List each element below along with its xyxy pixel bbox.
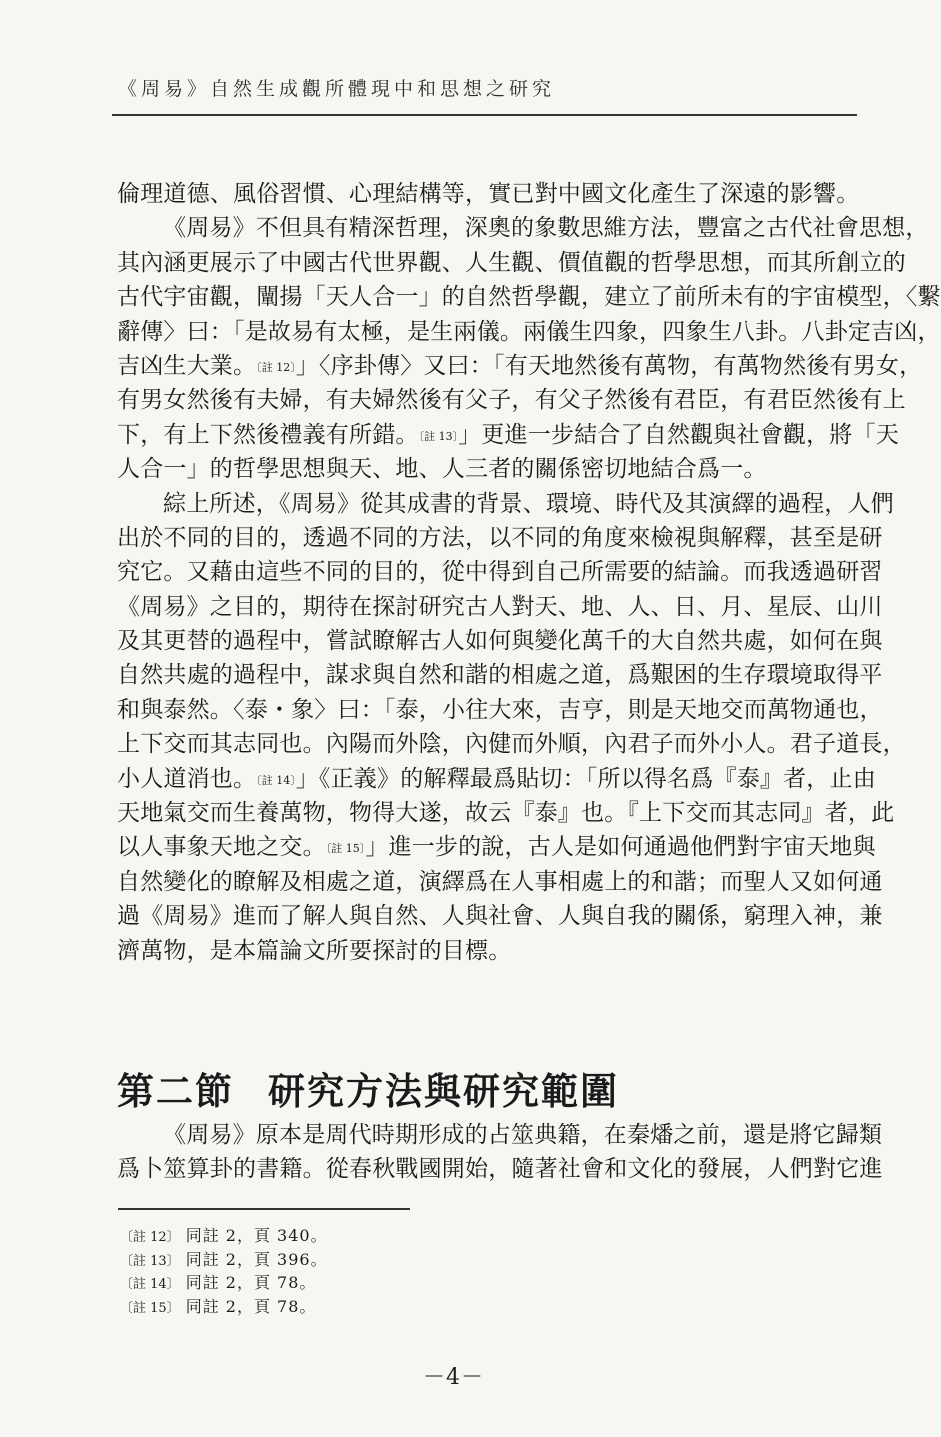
text-line: 濟萬物，是本篇論文所要探討的目標。 (117, 937, 512, 964)
text-line: 辭傳〉曰：「是故易有太極，是生兩儀。兩儀生四象，四象生八卦。八卦定吉凶， (117, 318, 941, 345)
section-heading (117, 1061, 619, 1115)
text-line (117, 418, 899, 452)
text-span: 吉凶生大業。 (117, 352, 257, 379)
footnote-label: 〔註 12〕 (120, 1230, 180, 1245)
text-line (117, 349, 923, 383)
footnotes (120, 1224, 328, 1318)
text-line (117, 762, 876, 796)
footnote-text: 同註 2，頁 78。 (185, 1273, 317, 1292)
running-header-title: 《周易》自然生成觀所體現中和思想之研究 (118, 78, 556, 100)
text-line: 自然共處的過程中，謀求與自然和諧的相處之道，爲艱困的生存環境取得平 (117, 662, 883, 689)
header-rule (112, 114, 857, 116)
footnote-reference: 〔註 13〕 (418, 429, 459, 443)
section-number: 第二節 (117, 1069, 234, 1113)
text-span: 以人事象天地之交。 (117, 834, 326, 861)
text-line: 古代宇宙觀，闡揚「天人合一」的自然哲學觀，建立了前所未有的宇宙模型，〈繫 (117, 284, 941, 311)
footnote-text: 同註 2，頁 396。 (185, 1249, 328, 1269)
page-number: －4－ (423, 1365, 484, 1390)
section-body-text (117, 1118, 883, 1187)
text-span: 」《正義》的解釋最爲貼切：「所以得名爲『泰』者，止由 (295, 765, 876, 792)
footnote (120, 1248, 328, 1272)
text-span: 」〈序卦傳〉又曰：「有天地然後有萬物，有萬物然後有男女， (295, 352, 923, 379)
text-line: 《周易》原本是周代時期形成的占筮典籍，在秦燔之前，還是將它歸類 (163, 1122, 883, 1148)
body-text (117, 177, 941, 968)
text-span: 小人道消也。 (117, 765, 257, 792)
footnote-rule (118, 1208, 410, 1210)
text-span: 下，有上下然後禮義有所錯。 (117, 421, 419, 448)
text-line: 倫理道德、風俗習慣、心理結構等，實已對中國文化產生了深遠的影響。 (117, 181, 860, 207)
text-span: 」進一步的說，古人是如何通過他們對宇宙天地與 (365, 834, 876, 861)
text-line: 自然變化的瞭解及相處之道，演繹爲在人事相處上的和諧；而聖人又如何通 (117, 868, 883, 895)
footnote-label: 〔註 13〕 (120, 1253, 180, 1269)
text-line: 及其更替的過程中，嘗試瞭解古人如何與變化萬千的大自然共處，如何在與 (117, 628, 883, 655)
footnote-text: 同註 2，頁 78。 (185, 1296, 317, 1316)
text-line: 《周易》之目的，期待在探討研究古人對天、地、人、日、月、星辰、山川 (117, 593, 883, 620)
footnote-text: 同註 2，頁 340。 (185, 1226, 328, 1245)
text-line (117, 830, 876, 864)
text-line: 天地氣交而生養萬物，物得大遂，故云『泰』也。『上下交而其志同』者，此 (117, 800, 895, 827)
footnote-reference: 〔註 14〕 (256, 773, 296, 787)
section-title: 研究方法與研究範圍 (268, 1069, 619, 1113)
text-line: 上下交而其志同也。內陽而外陰，內健而外順，內君子而外小人。君子道長， (117, 731, 906, 758)
text-line: 過《周易》進而了解人與自然、人與社會、人與自我的關係，窮理入神，兼 (117, 903, 883, 930)
footnote-label: 〔註 15〕 (120, 1300, 180, 1316)
text-line: 有男女然後有夫婦，有夫婦然後有父子，有父子然後有君臣，有君臣然後有上 (117, 387, 906, 414)
footnote-label: 〔註 14〕 (120, 1277, 180, 1292)
text-line: 和與泰然。〈泰・象〉曰：「泰，小往大來，吉亨，則是天地交而萬物通也， (117, 696, 883, 723)
footnote-reference: 〔註 12〕 (256, 360, 296, 374)
text-line: 其內涵更展示了中國古代世界觀、人生觀、價值觀的哲學思想，而其所創立的 (117, 249, 906, 276)
text-line: 爲卜筮算卦的書籍。從春秋戰國開始，隨著社會和文化的發展，人們對它進 (117, 1156, 883, 1183)
text-line: 綜上所述，《周易》從其成書的背景、環境、時代及其演繹的過程，人們 (163, 490, 894, 517)
text-span: 」更進一步結合了自然觀與社會觀，將「天 (458, 421, 899, 448)
footnote (120, 1271, 328, 1295)
text-line: 《周易》不但具有精深哲理，深奧的象數思維方法，豐富之古代社會思想， (163, 215, 929, 242)
text-line: 究它。又藉由這些不同的目的，從中得到自己所需要的結論。而我透過研習 (117, 559, 883, 586)
footnote (120, 1295, 328, 1319)
text-line: 出於不同的目的，透過不同的方法，以不同的角度來檢視與解釋，甚至是研 (117, 524, 883, 551)
footnote-reference: 〔註 15〕 (325, 842, 366, 856)
text-line: 人合一」的哲學思想與天、地、人三者的關係密切地結合爲一。 (117, 456, 767, 483)
footnote (120, 1224, 328, 1248)
